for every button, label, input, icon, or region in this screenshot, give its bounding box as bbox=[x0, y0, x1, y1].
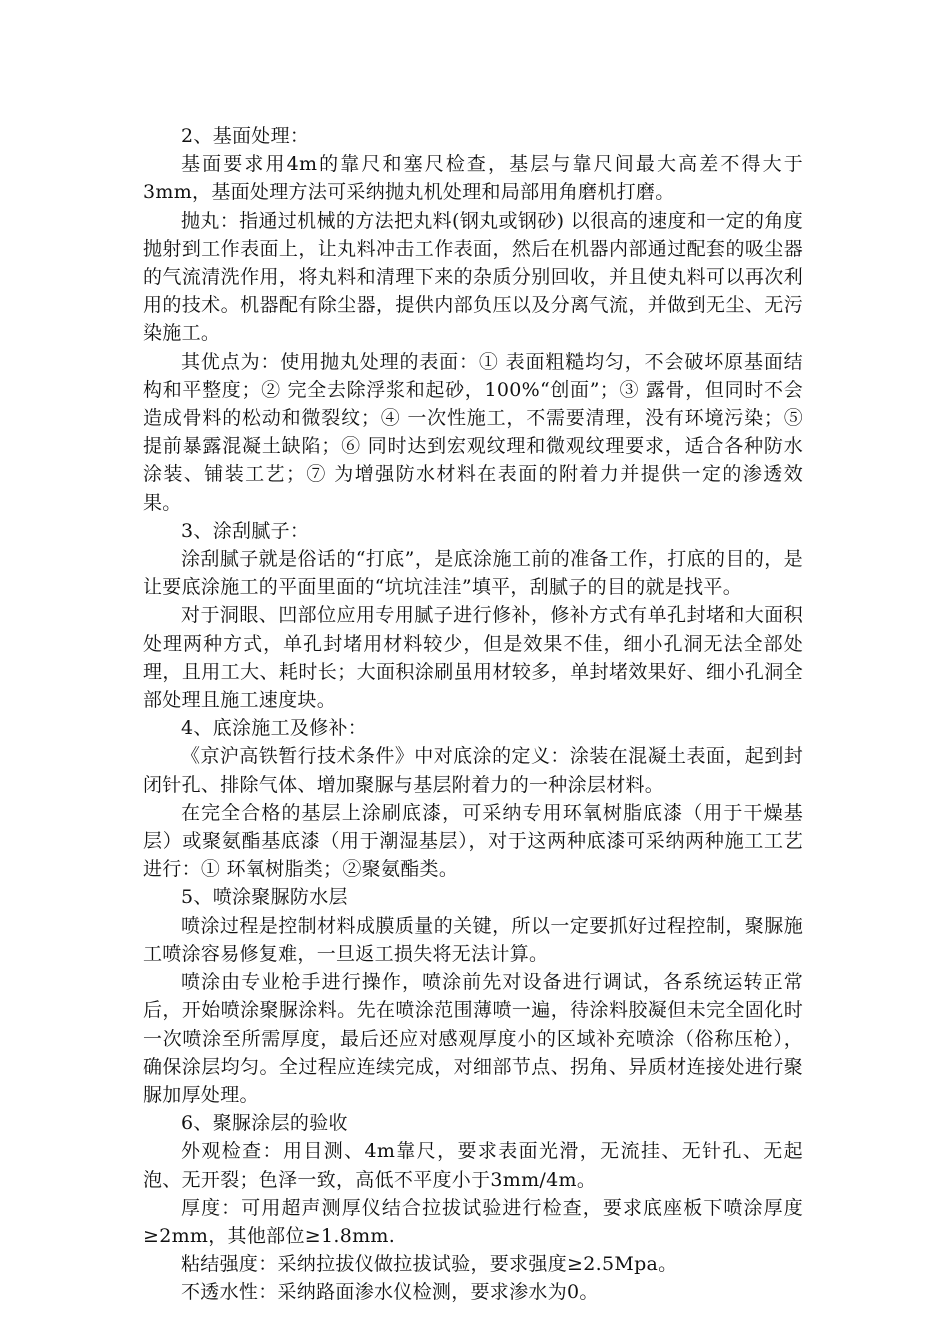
paragraph-thickness: 厚度：可用超声测厚仪结合拉拔试验进行检查，要求底座板下喷涂厚度≥2mm，其他部位≥1.8mm. bbox=[143, 1196, 803, 1247]
paragraph-spray-operation: 喷涂由专业枪手进行操作，喷涂前先对设备进行调试，各系统运转正常后，开始喷涂聚脲涂料。先在喷涂范围薄喷一遍，待涂料胶凝但未完全固化时一次喷涂至所需厚度，最后还应对感观厚度小的区域补充喷涂（俗称压枪），确保涂层均匀。全过程应连续完成，对细部节点、拐角、异质材连接处进行聚脲加厚处理。 bbox=[143, 971, 803, 1106]
section-heading-base-treatment: 2、基面处理： bbox=[181, 125, 310, 147]
paragraph-impermeability: 不透水性：采纳路面渗水仪检测，要求渗水为0。 bbox=[181, 1281, 599, 1304]
paragraph-shot-blasting: 抛丸：指通过机械的方法把丸料(钢丸或钢砂) 以很高的速度和一定的角度抛射到工作表面上，让丸料冲击工作表面，然后在机器内部通过配套的吸尘器的气流清洗作用，将丸料和清理下来的杂质分别回收，并且使丸料可以再次利用的技术。机器配有除尘器，提供内部负压以及分离气流，并做到无尘、无污染施工。 bbox=[143, 209, 803, 345]
paragraph-advantages: 其优点为：使用抛丸处理的表面：① 表面粗糙均匀，不会破坏原基面结构和平整度；② 完全去除浮浆和起砂，100%“创面”；③ 露骨，但同时不会造成骨料的松动和微裂纹；④ 一次性施工，不需要清理，没有环境污染；⑤ 提前暴露混凝土缺陷；⑥ 同时达到宏观纹理和微观纹理要求，适合各种防水涂装、铺装工艺；⑦ 为增强防水材料在表面的附着力并提供一定的渗透效果。 bbox=[143, 350, 803, 514]
paragraph-visual-inspection: 外观检查：用目测、4m靠尺，要求表面光滑，无流挂、无针孔、无起泡、无开裂；色泽一致，高低不平度小于3mm/4m。 bbox=[143, 1140, 803, 1191]
section-heading-polyurea-spray: 5、喷涂聚脲防水层 bbox=[181, 886, 348, 909]
section-heading-putty: 3、涂刮腻子： bbox=[181, 519, 310, 542]
paragraph-primer-definition: 《京沪高铁暂行技术条件》中对底涂的定义：涂装在混凝土表面，起到封闭针孔、排除气体、增加聚脲与基层附着力的一种涂层材料。 bbox=[143, 745, 803, 796]
paragraph-bond-strength: 粘结强度：采纳拉拔仪做拉拔试验，要求强度≥2.5Mpa。 bbox=[181, 1253, 678, 1276]
section-heading-primer: 4、底涂施工及修补： bbox=[181, 717, 368, 740]
paragraph-spray-control: 喷涂过程是控制材料成膜质量的关键，所以一定要抓好过程控制，聚脲施工喷涂容易修复难，一旦返工损失将无法计算。 bbox=[143, 914, 803, 965]
paragraph-putty-repair: 对于洞眼、凹部位应用专用腻子进行修补，修补方式有单孔封堵和大面积处理两种方式，单孔封堵用材料较少，但是效果不佳，细小孔洞无法全部处理，且用工大、耗时长；大面积涂刷虽用材较多，单封堵效果好、细小孔洞全部处理且施工速度块。 bbox=[143, 604, 803, 712]
section-heading-acceptance: 6、聚脲涂层的验收 bbox=[181, 1112, 348, 1135]
paragraph-base-requirement: 基面要求用4m的靠尺和塞尺检查，基层与靠尺间最大高差不得大于3mm，基面处理方法可采纳抛丸机处理和局部用角磨机打磨。 bbox=[143, 153, 803, 204]
paragraph-putty-purpose: 涂刮腻子就是俗话的“打底”，是底涂施工前的准备工作，打底的目的，是让要底涂施工的平面里面的“坑坑洼洼”填平，刮腻子的目的就是找平。 bbox=[143, 548, 803, 599]
paragraph-primer-application: 在完全合格的基层上涂刷底漆，可采纳专用环氧树脂底漆（用于干燥基层）或聚氨酯基底漆（用于潮湿基层），对于这两种底漆可采纳两种施工工艺进行：① 环氧树脂类；②聚氨酯类。 bbox=[143, 801, 803, 881]
document-body bbox=[143, 122, 803, 1307]
